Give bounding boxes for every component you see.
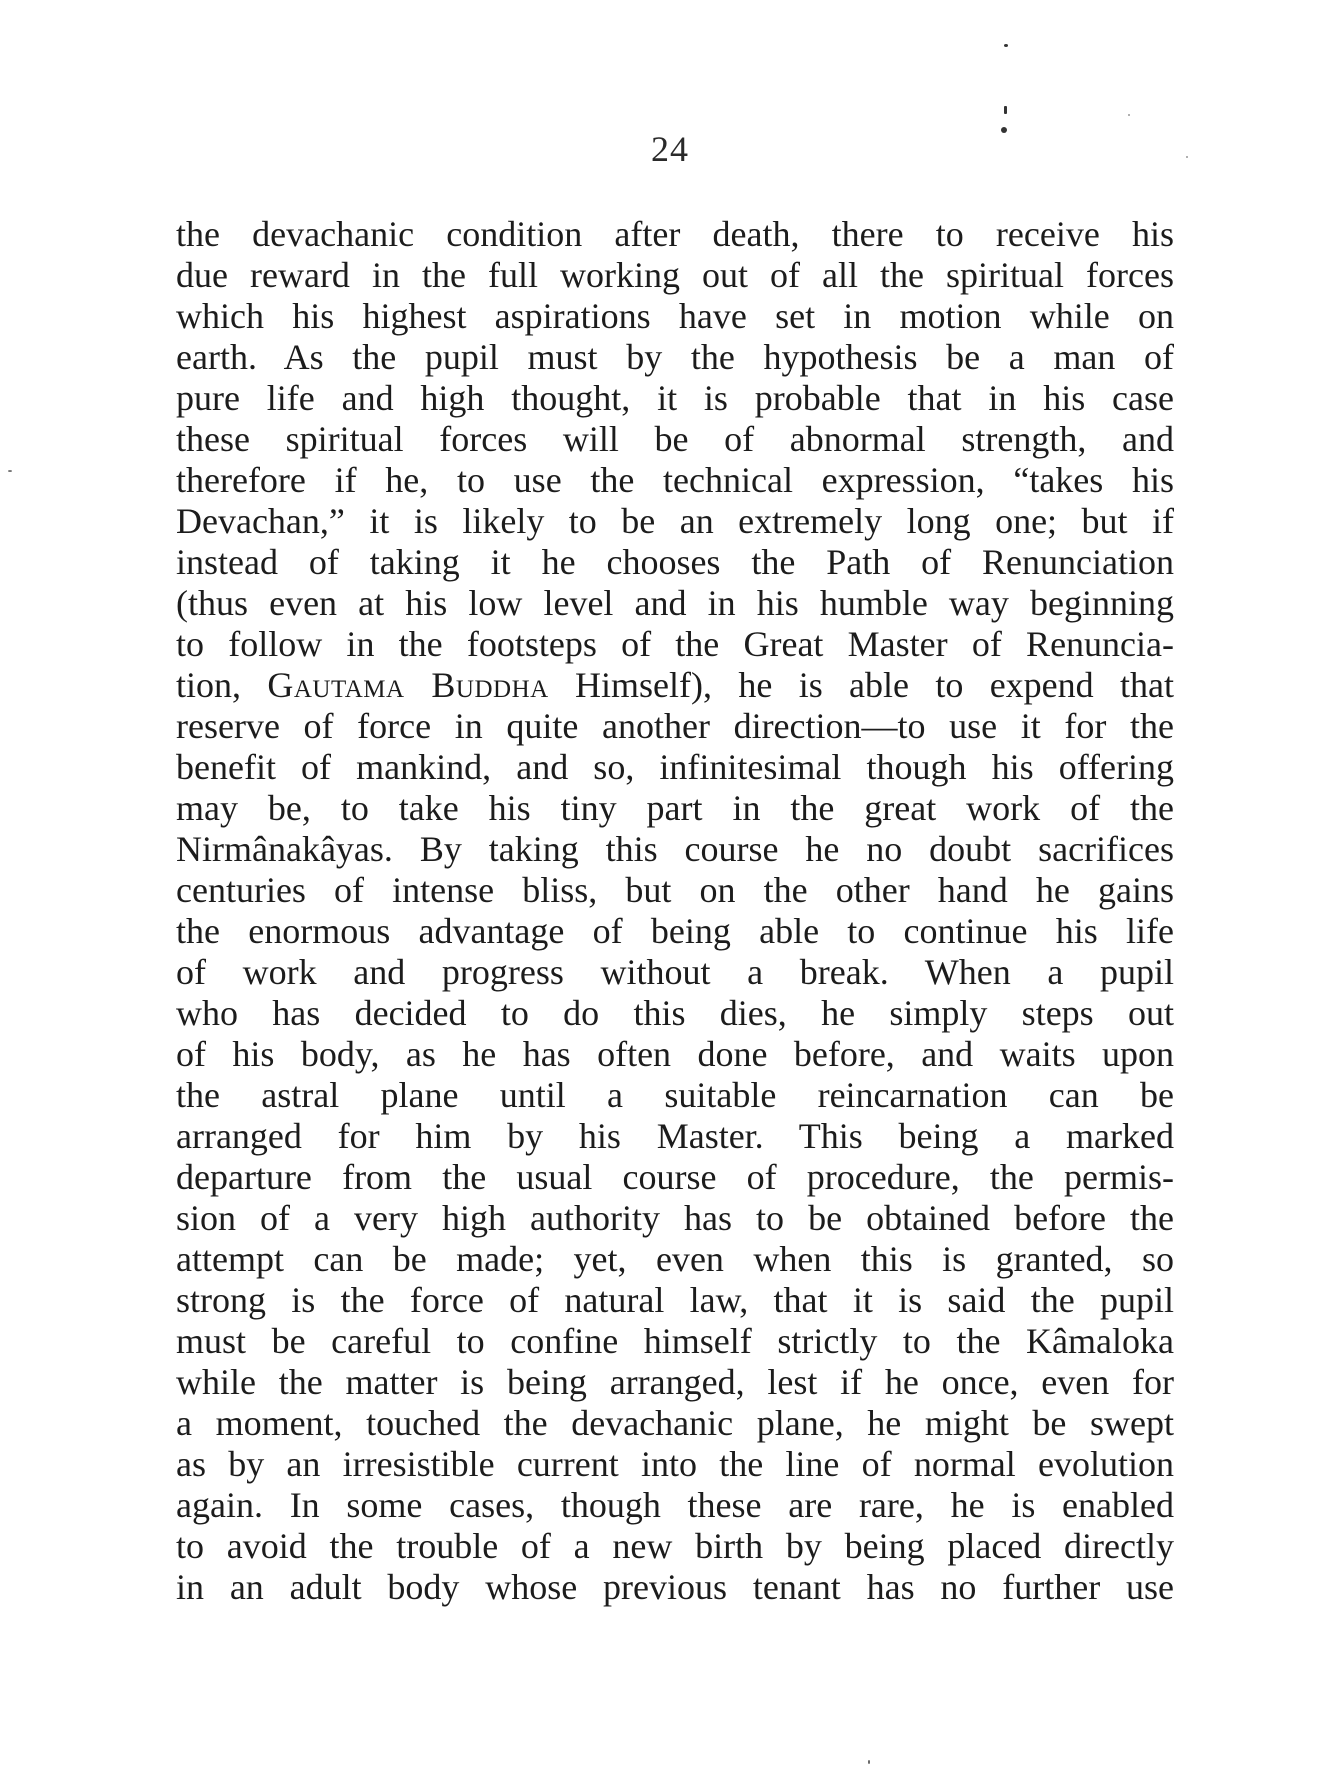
text-line: departure from the usual course of procedure, the permis- [176, 1157, 1174, 1197]
text-line: arranged for him by his Master. This being a marked [176, 1116, 1174, 1156]
scan-speck [1004, 44, 1008, 47]
text-line: earth. As the pupil must by the hypothesis be a man of [176, 337, 1174, 377]
text-line: these spiritual forces will be of abnormal strength, and [176, 419, 1174, 459]
text-line: who has decided to do this dies, he simply steps out [176, 993, 1174, 1033]
text-line: pure life and high thought, it is probable that in his case [176, 378, 1174, 418]
text-line: again. In some cases, though these are rare, he is enabled [176, 1485, 1174, 1525]
text-line: reserve of force in quite another direction—to use it for the [176, 706, 1174, 746]
text-line: benefit of mankind, and so, infinitesimal though his offering [176, 747, 1174, 787]
scan-speck [1004, 106, 1007, 114]
text-line: must be careful to confine himself strictly to the Kâmaloka [176, 1321, 1174, 1361]
text-line: tion, Gautama Buddha Himself), he is able to expend that [176, 665, 1174, 705]
text-line: strong is the force of natural law, that it is said the pupil [176, 1280, 1174, 1320]
text-line: the devachanic condition after death, there to receive his [176, 214, 1174, 254]
text-line: centuries of intense bliss, but on the other hand he gains [176, 870, 1174, 910]
text-line: of his body, as he has often done before, and waits upon [176, 1034, 1174, 1074]
scan-speck [8, 470, 12, 472]
text-line: therefore if he, to use the technical expression, “takes his [176, 460, 1174, 500]
text-line: the enormous advantage of being able to continue his life [176, 911, 1174, 951]
text-line: sion of a very high authority has to be obtained before the [176, 1198, 1174, 1238]
text-line: attempt can be made; yet, even when this is granted, so [176, 1239, 1174, 1279]
text-line: a moment, touched the devachanic plane, he might be swept [176, 1403, 1174, 1443]
scan-speck [1186, 156, 1188, 158]
text-line: while the matter is being arranged, lest if he once, even for [176, 1362, 1174, 1402]
scan-speck [868, 1760, 870, 1764]
page-number: 24 [651, 129, 689, 169]
text-line: which his highest aspirations have set in motion while on [176, 296, 1174, 336]
small-caps-name: Gautama Buddha [267, 665, 549, 705]
text-line: as by an irresistible current into the line of normal evolution [176, 1444, 1174, 1484]
text-line: instead of taking it he chooses the Path of Renunciation [176, 542, 1174, 582]
text-line: in an adult body whose previous tenant has no further use [176, 1567, 1174, 1607]
text-line: may be, to take his tiny part in the great work of the [176, 788, 1174, 828]
text-line: to avoid the trouble of a new birth by being placed directly [176, 1526, 1174, 1566]
text-line: (thus even at his low level and in his humble way beginning [176, 583, 1174, 623]
text-line: Nirmânakâyas. By taking this course he no doubt sacrifices [176, 829, 1174, 869]
scan-speck [1001, 127, 1007, 133]
body-text [176, 214, 1174, 1608]
text-line: to follow in the footsteps of the Great Master of Renuncia- [176, 624, 1174, 664]
text-line: the astral plane until a suitable reincarnation can be [176, 1075, 1174, 1115]
text-line: of work and progress without a break. When a pupil [176, 952, 1174, 992]
text-line: Devachan,” it is likely to be an extremely long one; but if [176, 501, 1174, 541]
text-line: due reward in the full working out of all the spiritual forces [176, 255, 1174, 295]
scan-speck [1128, 114, 1130, 116]
